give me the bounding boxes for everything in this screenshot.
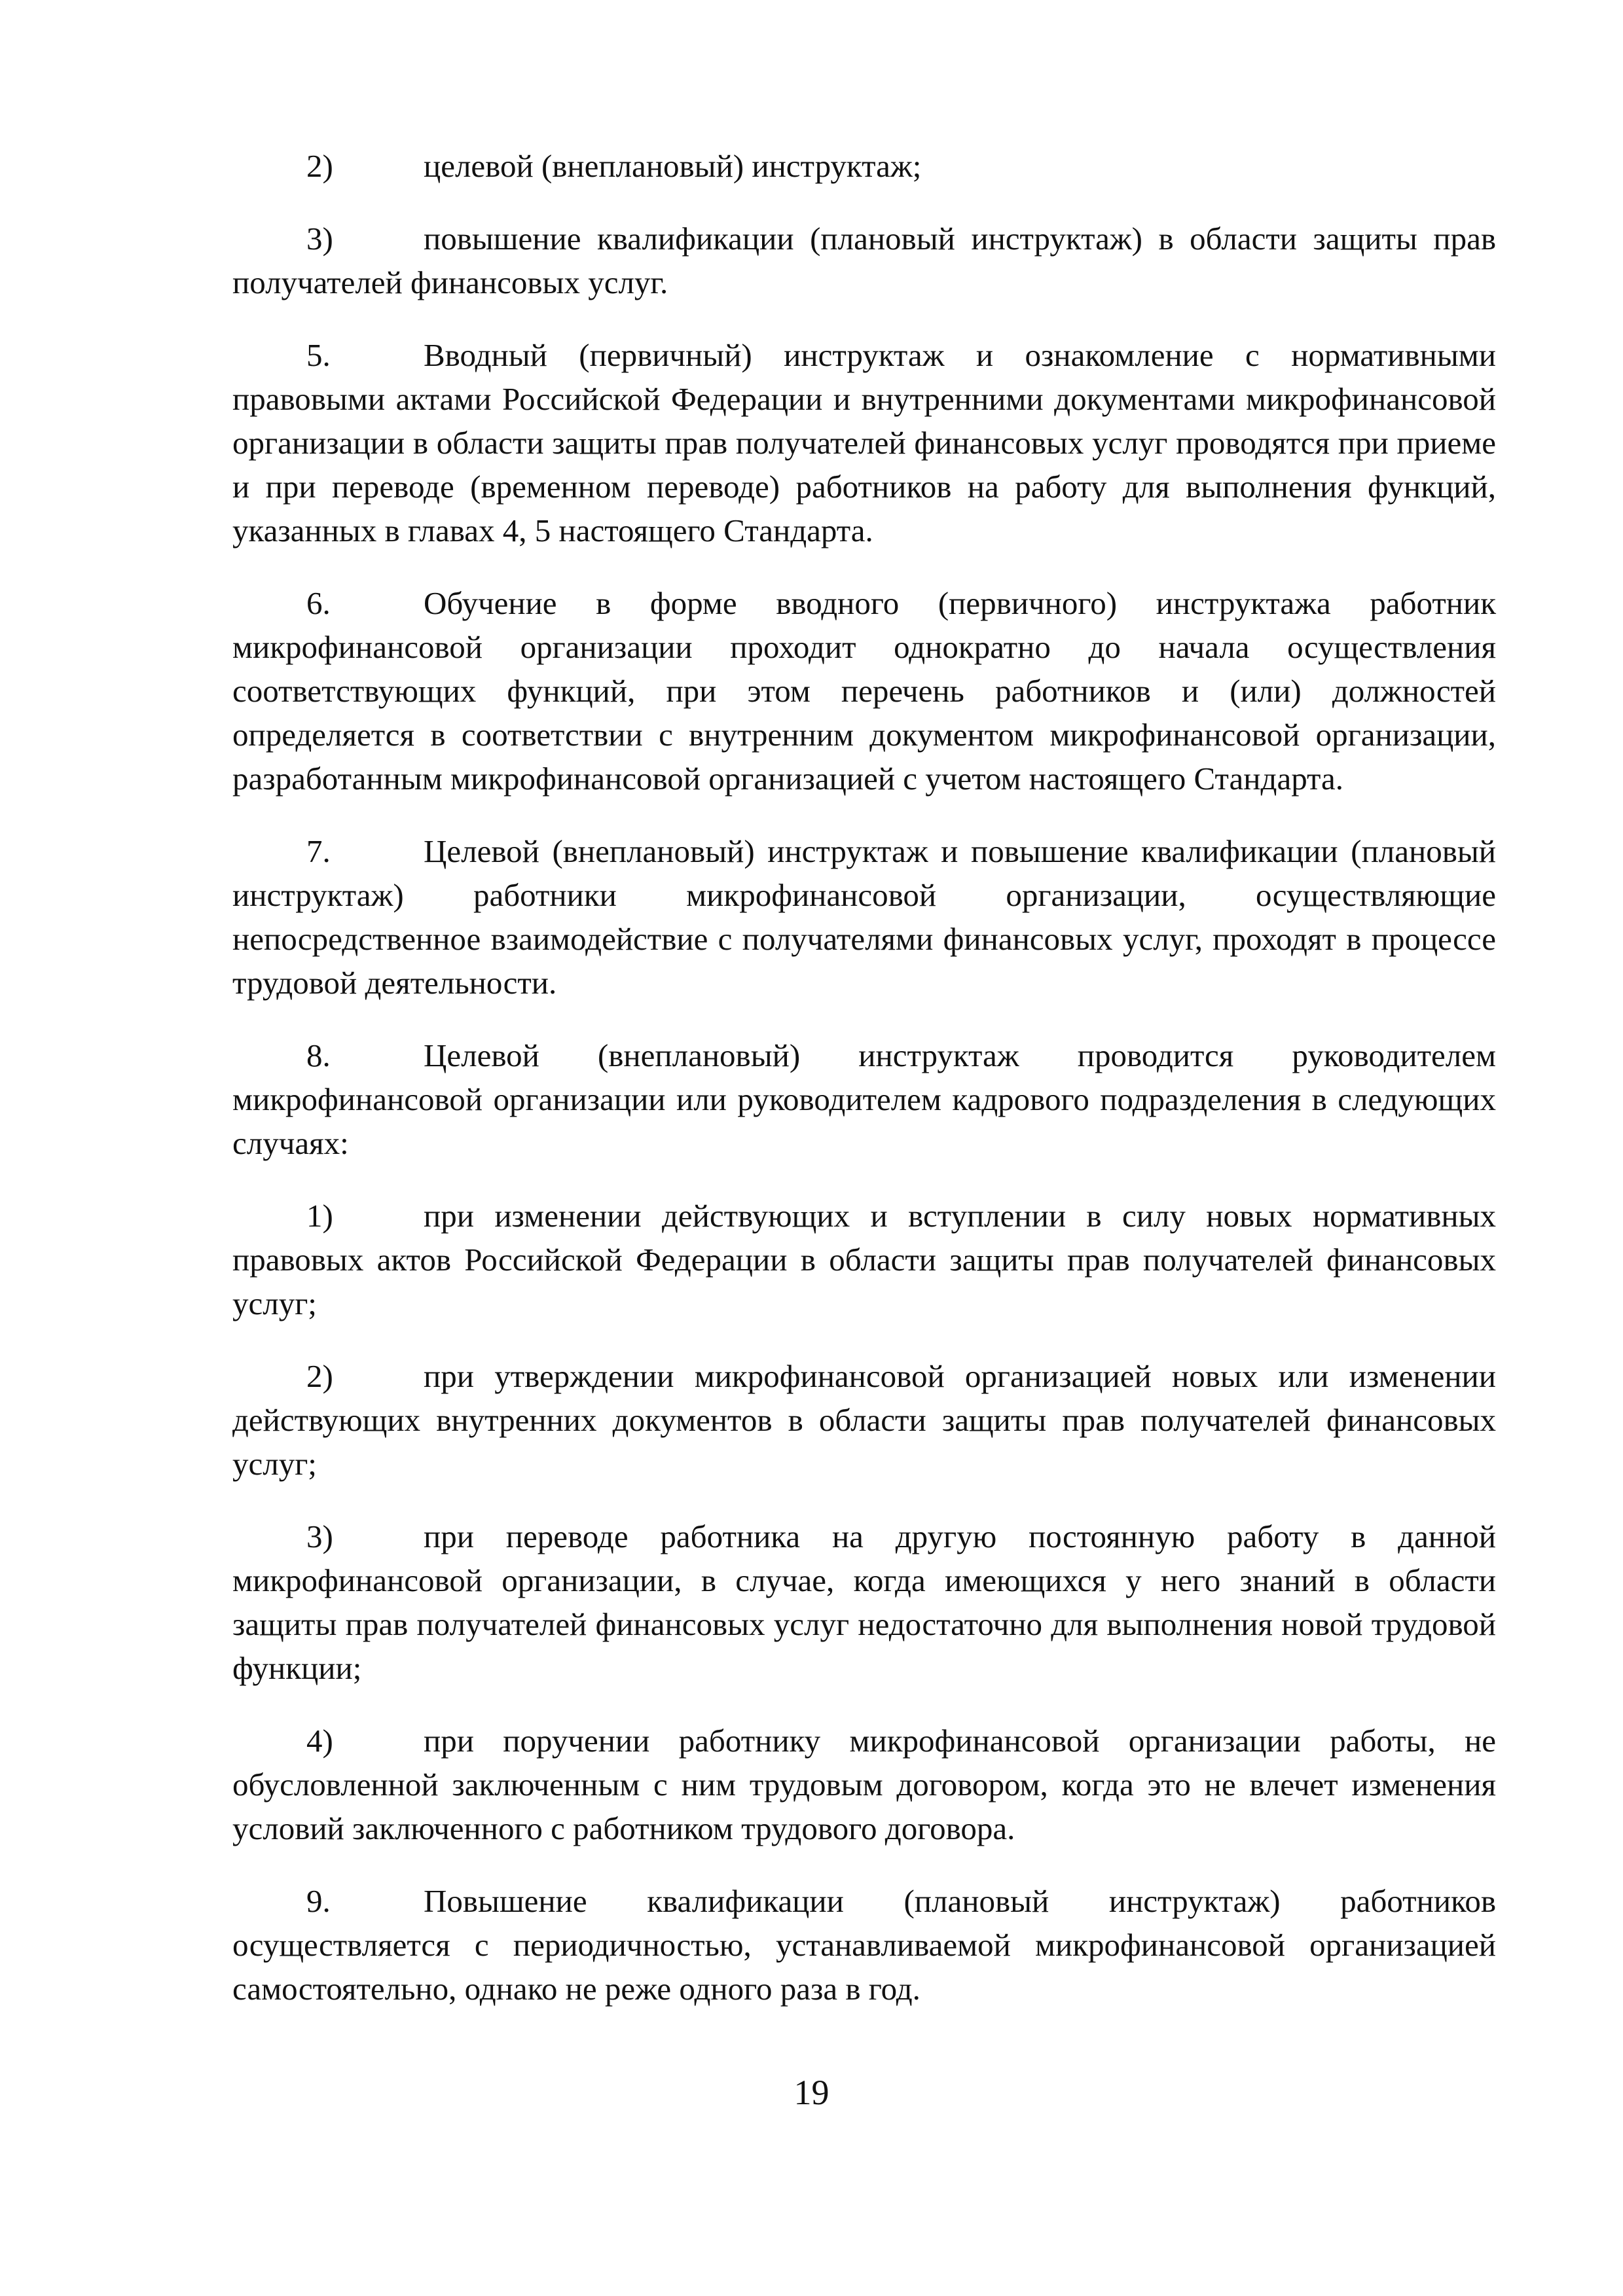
item-text: при изменении действующих и вступлении в силу новых нормативных правовых актов Российской Федерации в области защиты прав получателей финансовых услуг; (232, 1198, 1496, 1321)
item-text: целевой (внеплановый) инструктаж; (424, 148, 922, 184)
clause-text: Повышение квалификации (плановый инструктаж) работников осуществляется с периодичностью, устанавливаемой микрофинансовой организацией самостоятельно, однако не реже одного раза в год. (232, 1883, 1496, 2007)
clause-number: 8. (306, 1037, 331, 1073)
clause-text: Целевой (внеплановый) инструктаж проводится руководителем микрофинансовой организации или руководителем кадрового подразделения в следующих случаях: (232, 1037, 1496, 1161)
item-text: при переводе работника на другую постоянную работу в данной микрофинансовой организации, в случае, когда имеющихся у него знаний в области защиты прав получателей финансовых услуг недостаточно для выполнения новой трудовой функции; (232, 1518, 1496, 1686)
item-number: 3) (306, 221, 333, 257)
clause-5 (232, 333, 1496, 552)
clause-text: Вводный (первичный) инструктаж и ознакомление с нормативными правовыми актами Российской Федерации и внутренними документами микрофинансовой организации в области защиты прав получателей финансовых услуг проводятся при приеме и при переводе (временном переводе) работников на работу для выполнения функций, указанных в главах 4, 5 настоящего Стандарта. (232, 337, 1496, 548)
clause-number: 7. (306, 833, 331, 869)
item-number: 3) (306, 1518, 333, 1554)
clause-number: 6. (306, 585, 331, 621)
item-number: 2) (306, 148, 333, 184)
clause-number: 9. (306, 1883, 331, 1919)
page-number: 19 (793, 2073, 830, 2112)
document-body (232, 144, 1496, 2039)
item-text: повышение квалификации (плановый инструктаж) в области защиты прав получателей финансовых услуг. (232, 221, 1496, 300)
clause-text: Обучение в форме вводного (первичного) инструктажа работник микрофинансовой организации проходит однократно до начала осуществления соответствующих функций, при этом перечень работников и (или) должностей определяется в соответствии с внутренним документом микрофинансовой организации, разработанным микрофинансовой организацией с учетом настоящего Стандарта. (232, 585, 1496, 797)
clause-7 (232, 829, 1496, 1005)
clause-8-item-4 (232, 1719, 1496, 1850)
item-number: 1) (306, 1198, 333, 1234)
clause-9 (232, 1879, 1496, 2011)
item-text: при утверждении микрофинансовой организацией новых или изменении действующих внутренних документов в области защиты прав получателей финансовых услуг; (232, 1358, 1496, 1482)
clause-8-item-3 (232, 1515, 1496, 1690)
clause-8 (232, 1033, 1496, 1165)
item-text: при поручении работнику микрофинансовой организации работы, не обусловленной заключенным с ним трудовым договором, когда это не влечет изменения условий заключенного с работником трудового договора. (232, 1723, 1496, 1846)
clause-6 (232, 581, 1496, 800)
list-item-2-targeted-briefing (232, 144, 1496, 188)
clause-text: Целевой (внеплановый) инструктаж и повышение квалификации (плановый инструктаж) работники микрофинансовой организации, осуществляющие непосредственное взаимодействие с получателями финансовых услуг, проходят в процессе трудовой деятельности. (232, 833, 1496, 1001)
item-number: 2) (306, 1358, 333, 1394)
clause-number: 5. (306, 337, 331, 373)
clause-8-item-2 (232, 1354, 1496, 1486)
item-number: 4) (306, 1723, 333, 1759)
clause-8-item-1 (232, 1194, 1496, 1325)
list-item-3-qualification (232, 217, 1496, 304)
